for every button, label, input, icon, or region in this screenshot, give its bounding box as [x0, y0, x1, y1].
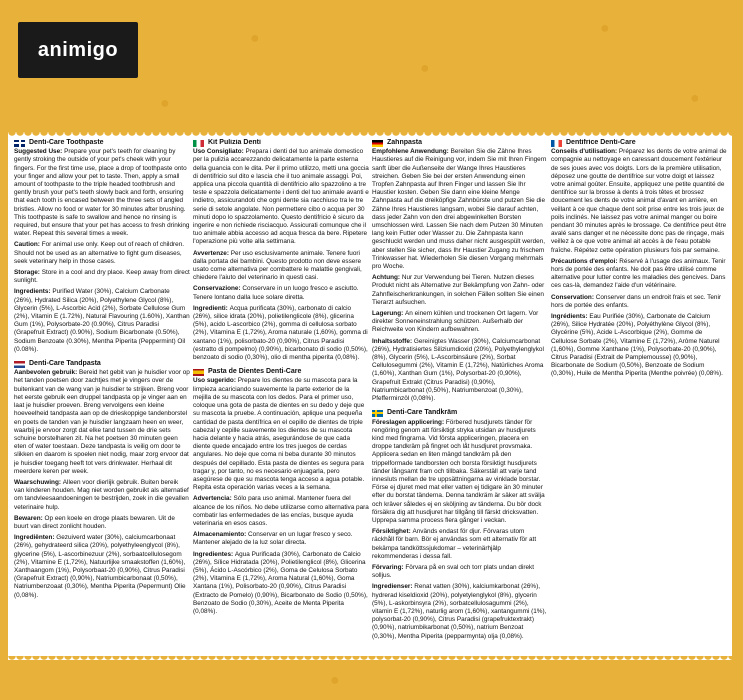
flag-es-icon [193, 369, 204, 376]
paragraph-label: Empfohlene Anwendung: [372, 148, 451, 156]
language-section-se [372, 409, 548, 640]
label-paragraph [193, 551, 369, 617]
section-header [372, 409, 548, 417]
paragraph-label: Aanbevolen gebruik: [14, 369, 79, 377]
paragraph-label: Storage: [14, 269, 42, 277]
paragraph-label: Ingrédients: [551, 313, 590, 321]
label-columns [14, 139, 728, 651]
label-paragraph [193, 250, 369, 283]
language-section-nl [14, 360, 190, 600]
paragraph-label: Föreslagen applicering: [372, 418, 446, 426]
paragraph-text: Används endast för djur. Förvaras utom räckhåll för barn. Bör ej användas som ett alternativ för att bekämpa tandköttssjukdomar – veterinärhjälp rekommenderas i dessa fall. [372, 528, 537, 560]
paragraph-label: Caution: [14, 241, 42, 249]
paragraph-text: Nur zur Verwendung bei Tieren. Nutzen dieses Produkt nicht als Alternative zur Bekämpfung von Zahn- oder Zahnfleischerkrankungen, in solchen Fällen sollten Sie einen Tierarzt aufsuchen. [372, 274, 545, 306]
paragraph-label: Inhaltsstoffe: [372, 337, 414, 345]
paragraph-text: An einem kühlen und trockenen Ort lagern. Vor direkter Sonneneinstrahlung schützen. Außerhalb der Reichweite von Kindern aufbewahren. [372, 310, 539, 334]
label-paragraph [551, 148, 727, 255]
label-paragraph [193, 148, 369, 246]
language-section-es [193, 368, 369, 616]
label-paragraph [14, 369, 190, 476]
paragraph-label: Conseils d'utilisation: [551, 148, 619, 156]
label-paragraph [372, 564, 548, 580]
label-paragraph [14, 269, 190, 285]
section-title: Denti-Care Toothpaste [29, 139, 104, 146]
label-paragraph [551, 294, 727, 310]
label-paragraph [372, 419, 548, 526]
paragraph-text: Gereinigtes Wasser (30%), Calciumcarbonat (26%), Hydratisiertes Siliziumdioxid (20%), Polyethylenglykol (8%), Glycerin (5%), L-Ascorbinsäure (2%), Sorbat Cellulosegummi (2%), Vitamin E (1,72%), Natürliches Aroma (1,60%), Xanthan Gum (1%), Polysorbat-20 (0,90%), Grapefruit Extrakt (Citrus Paradisi) (0,90%), Natriumbicarbonat (0,50%), Natriumbenzoat (0,30%), Pfefferminzöl (0,08%). [372, 337, 544, 403]
paragraph-text: Conservare in un luogo fresco e asciutto. Tenere lontano dalla luce solare diretta. [193, 285, 359, 301]
flag-de-icon [372, 140, 383, 147]
paragraph-text: Purified Water (30%), Calcium Carbonate (26%), Hydrated Silica (20%), Polyethylene Glycol (8%), Glycerin (5%), L-Ascorbic Acid (2%), Sorbate Cellulose Gum (2%), Vitamin E (1.72%), Natural Flavouring (1.60%), Xanthan Gum (1%), Polysorbate-20 (0.90%), Citrus Paradisi (Grapefruit Extract) (0.90%), Sodium Bicarbonate (0.50%), Sodium Benzoate (0.30%), Mentha Piperita (Peppermint) Oil (0.08%). [14, 288, 190, 353]
paragraph-text: Agua Purificada (30%), Carbonato de Calcio (26%), Sílice Hidratada (20%), Polietilenglicol (8%), Glicerina (5%), Ácido L-Ascórbico (2%), Goma de Celulosa Sorbato (2%), Vitamina E (1,72%), Aroma Natural (1,60%), Goma Xantana (1%), Polisorbato-20 (0,90%), Citrus Paradisi (Extracto de Pomelo) (0,90%), Bicarbonato de Sodio (0,50%), Benzoato de Sodio (0,30%), Aceite de Menta Piperita (0,08%). [193, 550, 368, 615]
paragraph-label: Conservazione: [193, 285, 243, 293]
paragraph-text: Per uso esclusivamente animale. Tenere fuori dalla portata dei bambini. Questo prodotto non deve essere usato come alternativa per combattere le malattie gengivali, chiedere l'aiuto del veterinario in questi casi. [193, 249, 362, 282]
label-paragraph [14, 515, 190, 531]
paragraph-label: Ingredientes: [193, 550, 235, 558]
section-title: Pasta de Dientes Denti-Care [208, 368, 302, 376]
paw-icon: ● [160, 95, 170, 112]
paragraph-text: Op een koele en droge plaats bewaren. Uit de buurt van direct zonlicht houden. [14, 514, 175, 530]
label-column [14, 139, 190, 651]
label-paragraph [372, 338, 548, 404]
paragraph-text: Sólo para uso animal. Mantener fuera del alcance de los niños. No debe utilizarse como alternativa para combatir las enfermedades de las encías, busque ayuda veterinaria en esos casos. [193, 495, 369, 527]
paragraph-text: Prepare your pet's teeth for cleaning by gently stroking the outside of your pet's cheek with your fingers. For the first time use, place a drop of toothpaste onto your finger and allow your pet to taste. Then, apply a small amount of toothpaste to the triple headed toothbrush and gently brush your pet's teeth slowly back and forth, ensuring that each tooth is encased between the three sets of angled bristles. Allow no food or water for 30 minutes after brushing. This toothpaste is safe to swallow and hence no rinsing is required, but ensure that your pet has access to fresh drinking water. Repeat this several times a week. [14, 148, 190, 238]
language-section-it [193, 139, 369, 362]
section-header [193, 139, 369, 147]
paragraph-label: Précautions d'emploi: [551, 257, 620, 265]
paragraph-label: Waarschuwing: [14, 478, 63, 486]
label-column [372, 139, 548, 651]
paragraph-label: Förvaring: [372, 563, 406, 571]
language-section-de [372, 139, 548, 403]
label-paragraph [14, 534, 190, 600]
flag-se-icon [372, 410, 383, 417]
label-paragraph [193, 495, 369, 528]
paragraph-label: Ingredients: [14, 288, 53, 296]
flag-nl-icon [14, 361, 25, 368]
section-title: Kit Pulizia Denti [208, 139, 261, 146]
flag-it-icon [193, 140, 204, 147]
paragraph-text: Conservar en un lugar fresco y seco. Mantener alejado de la luz solar directa. [193, 531, 353, 547]
paragraph-label: Almacenamiento: [193, 531, 249, 539]
label-paragraph [193, 305, 369, 362]
paragraph-text: Renat vatten (30%), kalciumkarbonat (26%), hydrerad kiseldioxid (20%), polyetylenglykol (8%), glycerin (5%), L-askorbinsyra (2%), sorbatcellulosagummi (2%), vitamin E (1,72%), naturlig arom (1,60%), xantangummi (1%), polysorbat-20 (0,90%), Citrus Paradisi (grapefruktextrakt) (0,90%), natriumbikarbonat (0,50%), natrium Benzoat (0,30%), Mentha Piperita (pepparmynta) olja (0,08%). [372, 583, 547, 640]
paragraph-text: Förvara på en sval och torr plats undan direkt solljus. [372, 563, 534, 580]
paragraph-label: Försiktighet: [372, 528, 413, 536]
paragraph-label: Lagerung: [372, 310, 406, 318]
paragraph-text: Bereid het gebit van je huisdier voor op het tanden poetsen door zachtjes met je vingers over de buitenkant van de wang van je huisdier te strijken. Breng voor het eerste gebruik een druppel tandpasta op je vinger aan en laat je huisdier proeven. Breng vervolgens een kleine hoeveelheid tandpasta aan op de drieskoppige tandenborstel en poets de tanden van je huisdier langzaam heen en weer, waarbij je ervoor zorgt dat elke tand tussen de drie sets schuine borstelharen zit. Na het poetsen 30 minuten geen eten of water toestaan. Deze tandpasta is veilig om door te slikken en daarom is spoelen niet nodig, maar zorg ervoor dat je huisdier toegang heeft tot vers drinkwater. Herhaal dit meerdere keren per week. [14, 369, 190, 475]
label-paragraph [372, 528, 548, 561]
section-header [372, 139, 548, 147]
section-header [14, 360, 190, 368]
paw-icon: ● [600, 20, 610, 37]
paragraph-label: Conservation: [551, 293, 596, 301]
section-title: Denti-Care Tandkräm [387, 409, 458, 417]
paragraph-label: Ingrediënten: [14, 534, 57, 542]
paragraph-text: Store in a cool and dry place. Keep away from direct sunlight. [14, 269, 190, 285]
perforation-bottom [8, 656, 732, 664]
perforation-top [8, 128, 732, 136]
label-paragraph [372, 310, 548, 335]
paragraph-label: Uso sugerido: [193, 377, 238, 385]
brand-logo [18, 22, 138, 78]
section-title: Zahnpasta [387, 139, 423, 146]
label-paragraph [372, 274, 548, 307]
paragraph-text: Réservé à l'usage des animaux. Tenir hors de portée des enfants. Ne doit pas être utilisé comme alternative pour lutter contre les maladies des gencives. Dans ces cas-là, demandez l'aide d'un vétérinaire. [551, 257, 726, 290]
section-header [193, 368, 369, 376]
label-paragraph [551, 313, 727, 379]
label-paragraph [14, 148, 190, 238]
label-paragraph [193, 285, 369, 301]
paragraph-label: Suggested Use: [14, 148, 65, 156]
paragraph-text: Prepara i denti del tuo animale domestico per la pulizia accarezzando delicatamente la parte esterna della guancia con le dita. Per il primo utilizzo, metti una goccia di dentifricio sul dito e lascia che il tuo animale assaggi. Poi, applica una piccola quantità di dentifricio allo spazzolino a tre teste e spazzola delicatamente i denti del tuo animale avanti e indietro, assicurandoti che ogni dente sia racchiuso tra le tre serie di setole angolate. Non permettere cibo o acqua per 30 minuti dopo lo spazzolamento. Questo dentifricio è sicuro da ingerire e non richiede risciacquo. Assicurati comunque che il tuo animale abbia accesso ad acqua fresca da bere. Ripetere l'operazione più volte alla settimana. [193, 148, 369, 246]
paragraph-text: Prepare los dientes de su mascota para la limpieza acariciando suavemente la parte exterior de la mejilla de su mascota con los dedos. Para el primer uso, coloque una gota de pasta de dientes en su dedo y deje que su mascota la pruebe. A continuación, aplique una pequeña cantidad de pasta dentífrica en el cepillo de dientes de triple cabezal y cepille suavemente los dientes de su mascota hacia delante y hacia atrás, asegurándose de que cada diente quede encajado entre los tres juegos de cerdas angulares. No deje que coma ni beba durante 30 minutos después del cepillado. Esta pasta de dientes es segura para tragar y, por tanto, no es necesario enjuagarla, pero asegúrese de que su mascota tenga acceso a agua potable. Repita esta operación varias veces a la semana. [193, 377, 365, 492]
paragraph-text: Bereiten Sie die Zähne Ihres Haustieres auf die Reinigung vor, indem Sie mit Ihren Fingern sanft über die Außenseite der Wange Ihres Haustieres streichen. Geben Sie bei der ersten Anwendung einen Tropfen Zahnpasta auf Ihren Finger und lassen Sie Ihr Haustier kosten. Geben Sie dann eine kleine Menge Zahnpasta auf die dreiköpfige Zahnbürste und putzen Sie die Zähne Ihres Haustieres langsam, wobei Sie darauf achten, dass jeder Zahn von den drei abgewinkelten Borsten umschlossen wird. Lassen Sie nach dem Putzen 30 Minuten lang kein Futter oder Wasser zu. Die Zahnpasta kann geschluckt werden und muss daher nicht ausgespült werden, aber stellen Sie sicher, dass Ihr Haustier Zugang zu frischem Trinkwasser hat. Wiederholen Sie diesen Vorgang mehrmals pro Woche. [372, 148, 547, 271]
paragraph-label: Avvertenze: [193, 249, 231, 257]
label-paragraph [14, 241, 190, 266]
label-column [193, 139, 369, 651]
paragraph-label: Bewaren: [14, 514, 45, 522]
label-paragraph [372, 148, 548, 271]
label-paragraph [14, 479, 190, 512]
label-paragraph [193, 531, 369, 547]
label-paragraph [14, 288, 190, 354]
paragraph-text: Conserver dans un endroit frais et sec. Tenir hors de portée des enfants. [551, 293, 722, 309]
label-paragraph [372, 583, 548, 640]
flag-fr-icon [551, 140, 562, 147]
label-column [551, 139, 727, 651]
paragraph-label: Advertencia: [193, 495, 234, 503]
paragraph-label: Uso Consigliato: [193, 148, 246, 156]
paragraph-text: Alleen voor dierlijk gebruik. Buiten bereik van kinderen houden. Mag niet worden gebruikt als alternatief om tandvleesaandoeningen te bestrijden, zoek in die gevallen veterinaire hulp. [14, 478, 189, 511]
brand-name: animigo [37, 38, 119, 61]
flag-uk-icon [14, 140, 25, 147]
language-section-uk [14, 139, 190, 354]
paragraph-text: Acqua purificata (30%), carbonato di calcio (26%), silice idrata (20%), polietilenglicole (8%), glicerina (5%), acido L-ascorbico (2%), gomma di cellulosa sorbato (2%), Vitamina E (1,72%), Aroma naturale (1,60%), gomma di xantano (1%), polisorbato-20 (0,90%), Citrus Paradisi (estratto di pompelmo) (0,90%), bicarbonato di sodio (0,50%), benzoato di sodio (0,30%), olio di mentha piperita (0,08%). [193, 304, 368, 362]
paragraph-text: For animal use only. Keep out of reach of children. Should not be used as an alternative to fight gum diseases, seek veterinary help in those cases. [14, 241, 185, 265]
paragraph-label: Ingredienser: [372, 583, 415, 591]
paragraph-text: Förbered husdjurets tänder för rengöring genom att försiktigt stryka utsidan av husdjurets kind med fingrarna. Vid första appliceringen, placera en droppe tandkräm på fingret och låt husdjuret provsmaka. Applicera sedan en liten mängd tandkräm på den trippelformade tandborsten och borsta försiktigt husdjurets tänder långsamt fram och tillbaka. Säkerställ att varje tand innesluts mellan de tre uppsättningarna av vinklade borstar. Förse ej djuret med mat eller vatten ej tidigare än 30 minuter efter du borstat tänderna. Denna tandkräm är säker att svälja och kräver således ej en sköljning av tänderna. Du bör dock försäkra dig att husdjuret har tillgång till färskt dricksvatten. Upprepa samma process flera gånger i veckan. [372, 418, 545, 524]
paragraph-text: Eau Purifiée (30%), Carbonate de Calcium (26%), Silice Hydratée (20%), Polyéthylène Glycol (8%), Glycérine (5%), Acide L-Ascorbique (2%), Gomme de Cellulose Sorbate (2%), Vitamine E (1,72%), Arôme Naturel (1,60%), Gomme Xanthane (1%), Polysorbate-20 (0,90%), Citrus Paradisi (Extrait de Pamplemousse) (0,90%), Bicarbonate de Sodium (0,50%), Benzoate de Sodium (0,30%), Huile de Mentha Piperita (Menthe poivrée) (0,08%). [551, 313, 723, 378]
paragraph-label: Achtung: [372, 274, 402, 282]
section-header [551, 139, 727, 147]
section-title: Denti-Care Tandpasta [29, 360, 101, 368]
paragraph-text: Préparez les dents de votre animal de compagnie au nettoyage en caressant doucement l'extérieur de ses joues avec vos doigts. Lors de la première utilisation, déposez une goutte de dentifrice sur votre doigt et laissez votre animal goûter. Ensuite, appliquez une petite quantité de dentifrice sur la brosse à dents à trois têtes et brossez doucement les dents de votre animal d'avant en arrière, en veillant à ce que chaque dent soit prise entre les trois jeux de poils inclinés. Ne laissez pas votre animal manger ou boire pendant 30 minutes après le brossage. Ce dentifrice peut être avalé sans danger et ne nécessite donc pas de rinçage, mais veillez à ce que votre animal ait accès à de l'eau potable fraîche. Répétez cette opération plusieurs fois par semaine. [551, 148, 727, 254]
paw-icon: ● [420, 60, 430, 77]
paw-icon: ● [330, 672, 340, 689]
paw-icon: ● [690, 90, 700, 107]
paragraph-label: Ingredienti: [193, 304, 230, 312]
label-paragraph [193, 377, 369, 492]
paw-icon: ● [250, 30, 260, 47]
paragraph-text: Gezuiverd water (30%), calciumcarbonaat (26%), gehydrateerd silica (20%), polyethyleenglycol (8%), glycerine (5%), L-ascorbinezuur (2%), sorbaatcellulosegom (2%), Vitamine E (1,72%), Natuurlijke smaakstoffen (1,60%), Xanthaangom (1%), Polysorbaat-20 (0,90%), Citrus Paradisi (Grapefruit Extract) (0,90%), Natriumbicarbonaat (0,50%), Natriumbenzoaat (0,30%), Mentha Piperita (Pepermunt) Olie (0,08%). [14, 534, 186, 599]
section-title: Dentifrice Denti-Care [566, 139, 636, 146]
section-header [14, 139, 190, 147]
label-paragraph [551, 258, 727, 291]
language-section-fr [551, 139, 727, 379]
